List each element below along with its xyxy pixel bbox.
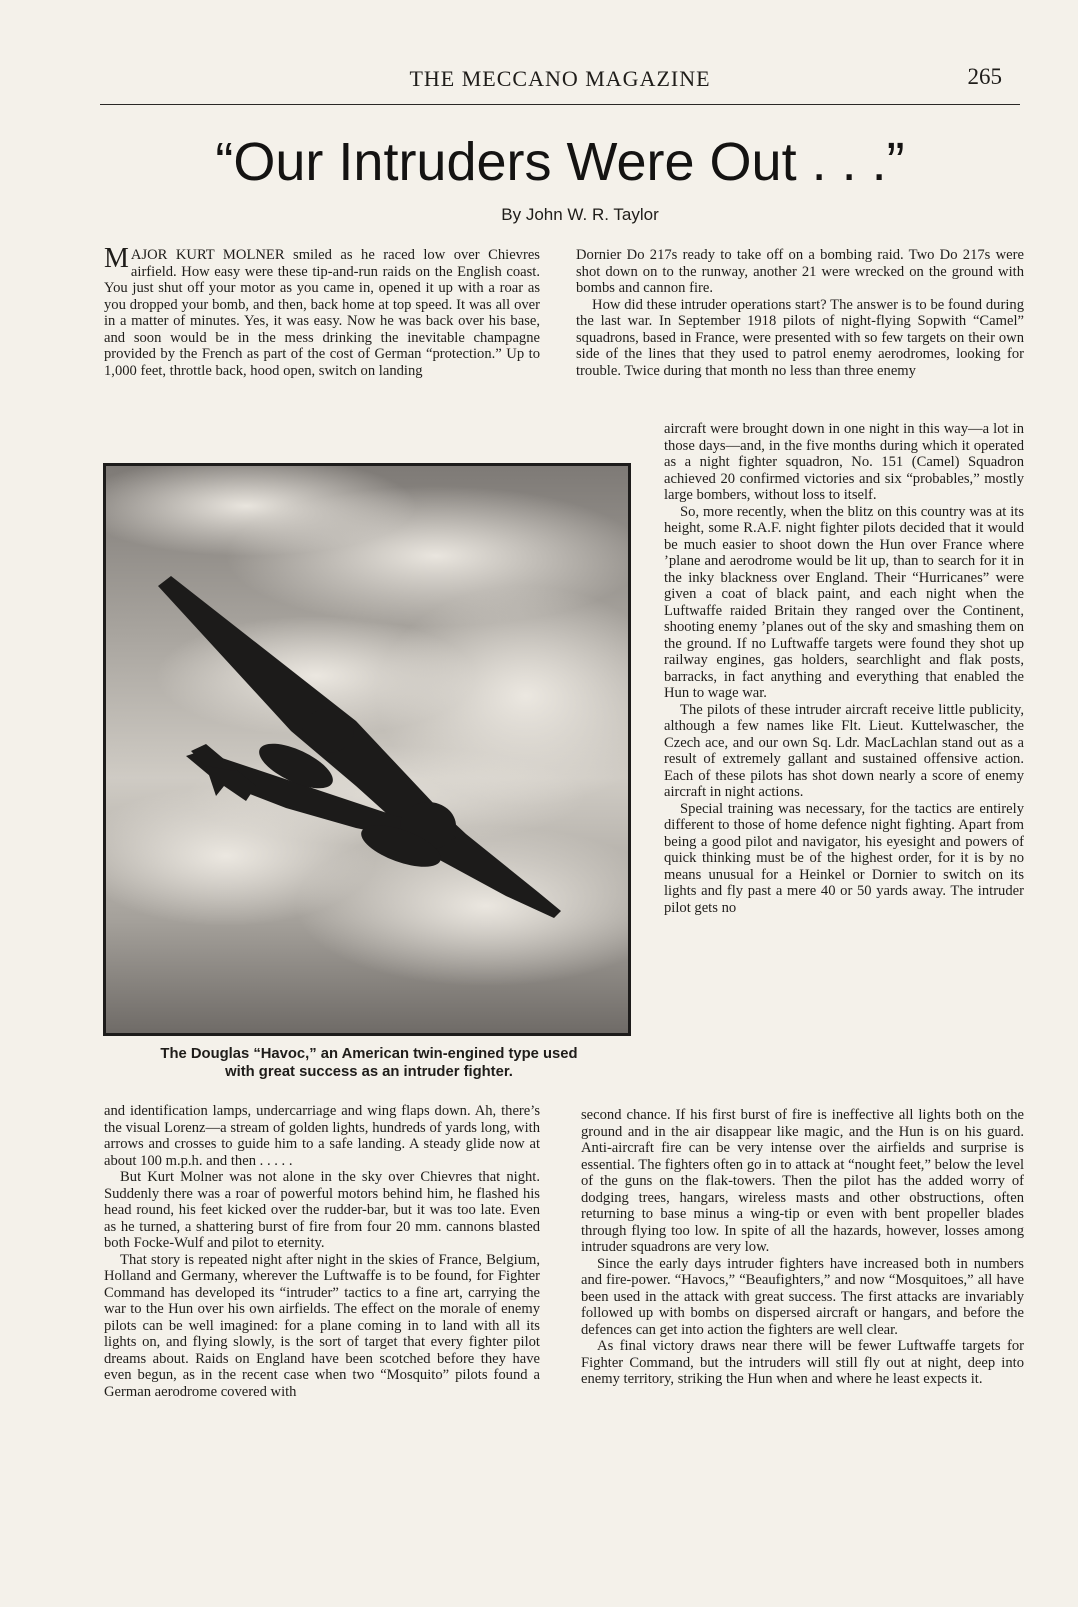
magazine-title: THE MECCANO MAGAZINE [409, 66, 711, 91]
column-2-middle [664, 421, 1024, 916]
column-2-top [576, 247, 1024, 379]
page-number: 265 [967, 64, 1002, 89]
article-title: “Our Intruders Were Out . . .” [215, 132, 905, 192]
paragraph: second chance. If his first burst of fire is ineffective all lights both on the ground and in the air disappear like magic, and the Hun is on his guard. Anti-aircraft fire can be very intense over the airfields and surprise is essential. The fighters often go in to attack at “nought feet,” below the level of the guns on the flak-towers. Then the pilot has the added worry of dodging trees, hangars, wireless masts and other obstructions, often returning to base minus a wing-tip or even with bent propeller blades through flying too low. In spite of all the hazards, however, losses among intruder squadrons are very low. [581, 1107, 1024, 1255]
drop-cap: M [104, 243, 129, 274]
paragraph: But Kurt Molner was not alone in the sky over Chievres that night. Suddenly there was a roar of powerful motors behind him, he flashed his head round, his feet kicked over the rudder-bar, but it was too late. Even as he turned, a shattering burst of fire from four 20 mm. cannons blasted both Focke-Wulf and pilot to eternity. [104, 1169, 540, 1251]
aircraft-photo [103, 463, 631, 1036]
page-header [100, 60, 1020, 105]
photo-caption [104, 1045, 634, 1081]
paragraph: So, more recently, when the blitz on this country was at its height, some R.A.F. night fighter pilots decided that it would be much easier to shoot down the Hun over France where ’plane and aerodrome would be lit up, than to search for it in the inky blackness over England. Their “Hurricanes” were given a coat of black paint, and each night when the Luftwaffe raided Britain they ranged over the Continent, shooting enemy ’planes out of the sky and smashing them on the ground. If no Luftwaffe targets were found they shot up railway engines, gas holders, searchlight and flak posts, barracks, in fact anything and everything that enabled the Hun to wage war. [664, 503, 1024, 701]
havoc-aircraft-image [106, 466, 628, 1033]
paragraph: How did these intruder operations start? The answer is to be found during the last war. In September 1918 pilots of night-flying Sopwith “Camel” squadrons, based in France, were presented with so few targets on their own side of the lines that they used to patrol enemy aerodromes, looking for trouble. Twice during that month no less than three enemy [576, 296, 1024, 379]
column-1-bottom [104, 1103, 540, 1400]
paragraph: As final victory draws near there will be fewer Luftwaffe targets for Fighter Command, but the intruders will still fly out at night, deep into enemy territory, striking the Hun when and where he least expects it. [581, 1338, 1024, 1387]
caption-line: The Douglas “Havoc,” an American twin-engined type used [160, 1046, 578, 1062]
column-1-top [104, 243, 540, 379]
article-byline: By John W. R. Taylor [501, 205, 659, 224]
caption-line: with great success as an intruder fighter. [225, 1064, 513, 1080]
column-2-bottom [581, 1107, 1024, 1388]
paragraph: and identification lamps, undercarriage and wing flaps down. Ah, there’s the visual Lorenz—a stream of golden lights, hundreds of yards long, with arrows and crosses to guide him to a safe landing. A steady glide now at about 100 m.p.h. and then . . . . . [104, 1103, 540, 1169]
paragraph: aircraft were brought down in one night in this way—a lot in those days—and, in the five months during which it operated as a night fighter squadron, No. 151 (Camel) Squadron achieved 20 confirmed victories and six “probables,” mostly large bombers, without loss to itself. [664, 421, 1024, 503]
paragraph [104, 243, 540, 379]
paragraph: Dornier Do 217s ready to take off on a bombing raid. Two Do 217s were shot down on to the runway, another 21 were wrecked on the ground with bombs and cannon fire. [576, 247, 1024, 296]
paragraph: The pilots of these intruder aircraft receive little publicity, although a few names like Flt. Lieut. Kuttelwascher, the Czech ace, and our own Sq. Ldr. MacLachlan stand out as a result of extremely gallant and sustained offensive action. Each of these pilots has shot down nearly a score of enemy aircraft in night actions. [664, 701, 1024, 800]
paragraph: Special training was necessary, for the tactics are entirely different to those of home defence night fighting. Apart from being a good pilot and navigator, his eyesight and powers of quick thinking must be of the highest order, for it is by no means unusual for a Heinkel or Dornier to switch on its lights and fly past a mere 40 or 50 yards away. The intruder pilot gets no [664, 800, 1024, 916]
paragraph: Since the early days intruder fighters have increased both in numbers and fire-power. “Havocs,” “Beaufighters,” and now “Mosquitoes,” all have been used in the attack with great success. The first attacks are invariably followed up with bombs on dispersed aircraft or hangars, and before the defences can get into action the fighters are well clear. [581, 1255, 1024, 1338]
paragraph: That story is repeated night after night in the skies of France, Belgium, Holland and Germany, wherever the Luftwaffe is to be found, for Fighter Command has developed its “intruder” tactics to a fine art, carrying the war to the Hun over his own airfields. The effect on the morale of enemy pilots can be well imagined: for a plane coming in to land with all its lights on, and flying slowly, is the sort of target that every fighter pilot dreams about. Raids on England have been scotched before they have even begun, as in the recent case when two “Mosquito” pilots found a German aerodrome covered with [104, 1251, 540, 1400]
paragraph-text: AJOR KURT MOLNER smiled as he raced low over Chievres airfield. How easy were these tip-and-run raids on the English coast. You just shut off your motor as you came in, opened it up with a roar as you dropped your bomb, and then, back home at top speed. It was all over in a matter of minutes. Yes, it was easy. Now he was back over his base, and soon would be in the mess drinking the inevitable champagne provided by the French as part of the cost of German “protection.” Up to 1,000 feet, throttle back, hood open, switch on landing [104, 247, 540, 379]
